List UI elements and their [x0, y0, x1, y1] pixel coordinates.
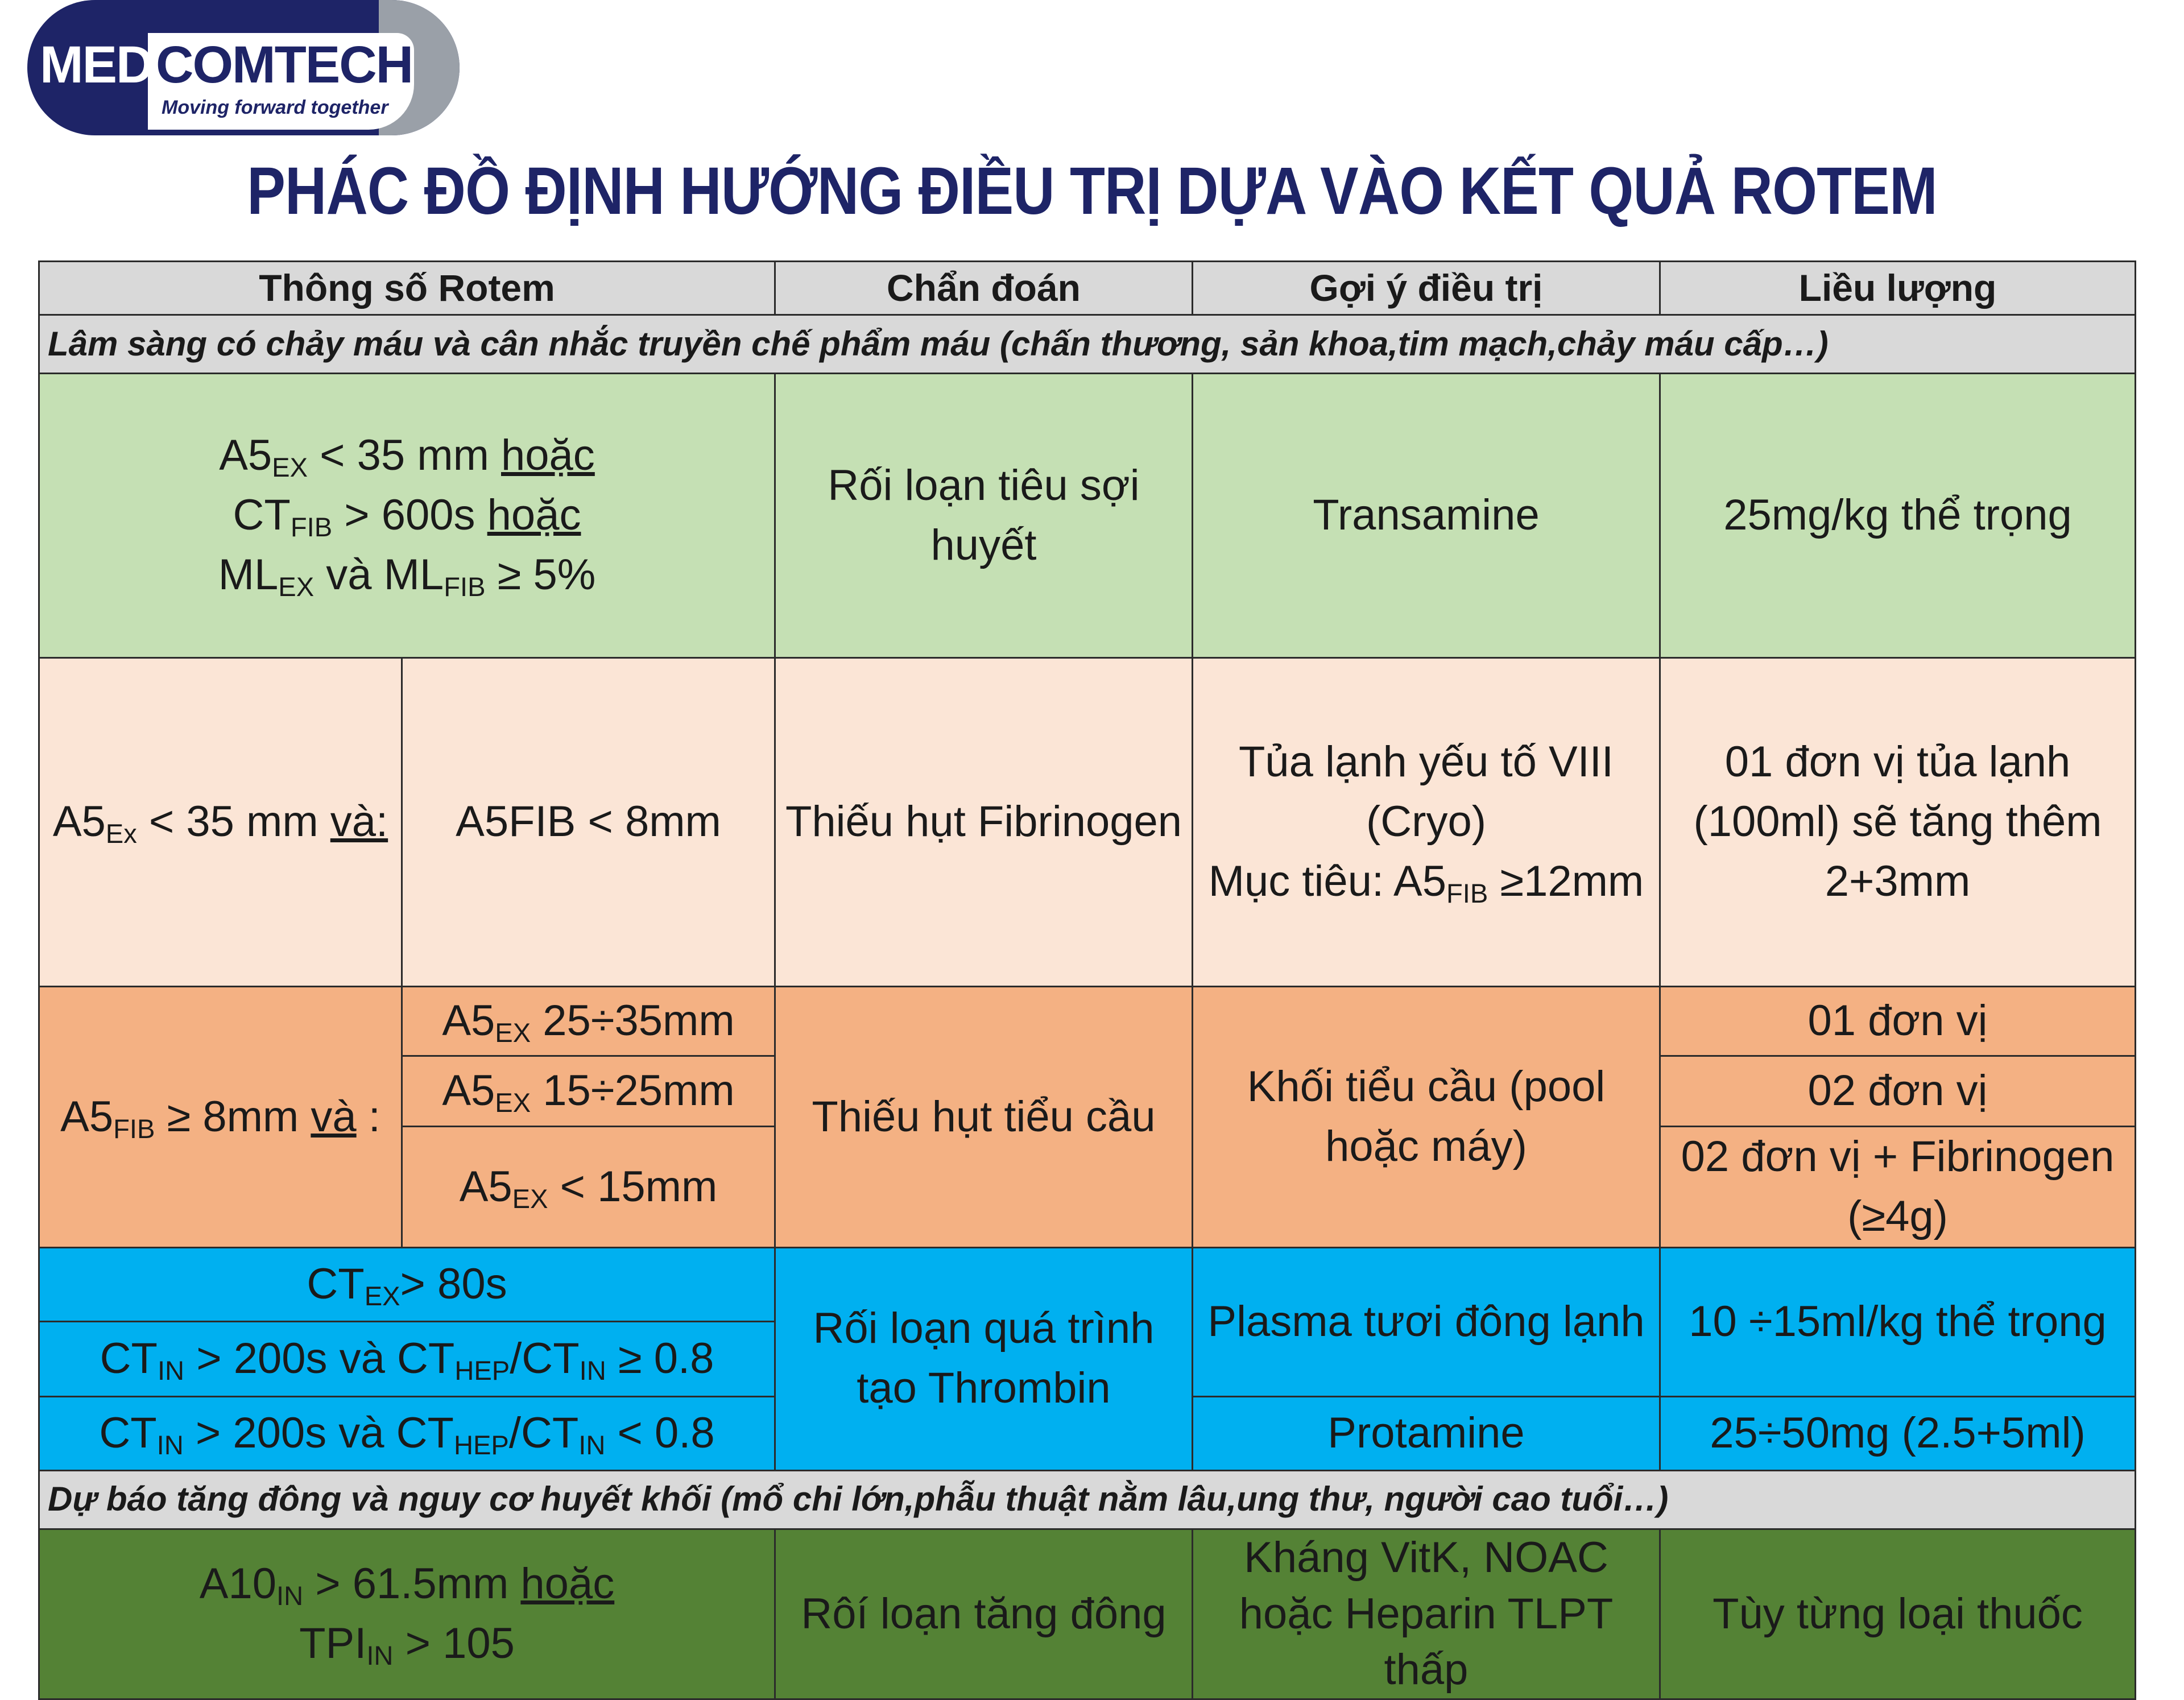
row-hypercoagulation: [39, 1529, 2136, 1699]
fibrinolysis-treatment: Transamine: [1193, 374, 1660, 658]
section-thrombosis-text: Dự báo tăng đông và nguy cơ huyết khối (mổ chi lớn,phẫu thuật nằm lâu,ung thư, người cao tuổi…): [39, 1470, 2136, 1529]
platelet-dose-1: 01 đơn vị: [1660, 987, 2136, 1056]
row-fibrinogen: [39, 658, 2136, 987]
hyper-param-1: $A10_{IN} > 61.5mm$ hoặc: [199, 1560, 615, 1611]
page-title: PHÁC ĐỒ ĐỊNH HƯỚNG ĐIỀU TRỊ DỰA VÀO KẾT QUẢ ROTEM: [247, 154, 1937, 229]
fibrinogen-dose: 01 đơn vị tủa lạnh (100ml) sẽ tăng thêm 2+3mm: [1660, 658, 2136, 987]
header-diagnosis: Chẩn đoán: [775, 262, 1193, 315]
thrombin-treatment-plasma: Plasma tươi đông lạnh: [1193, 1247, 1660, 1396]
thrombin-param-3: $CT_{IN} > 200s$ và $CT_{HEP}/CT_{IN} < 0.8$: [39, 1396, 775, 1470]
thrombin-dose-protamine: 25÷50mg (2.5+5ml): [1660, 1396, 2136, 1470]
fibrinolysis-diagnosis: Rối loạn tiêu sợi huyết: [775, 374, 1193, 658]
hyper-params: [39, 1529, 775, 1699]
header-dose: Liều lượng: [1660, 262, 2136, 315]
fibrinolysis-param-3: $ML_{EX}$ và $ML_{FIB} \ge 5\%$: [218, 551, 596, 602]
fibrinogen-treatment: [1193, 658, 1660, 987]
row-platelet-1: [39, 987, 2136, 1056]
platelet-param-3: $A5_{EX} < 15mm$: [402, 1127, 775, 1248]
section-bleeding-row: [39, 315, 2136, 374]
logo-tagline: Moving forward together: [162, 97, 388, 118]
fibrinolysis-param-1: $A5_{EX} < 35$ mm hoặc: [219, 431, 595, 483]
row-thrombin-1: [39, 1247, 2136, 1321]
platelet-param-1: $A5_{EX}$ 25÷35mm: [402, 987, 775, 1056]
platelet-param-2: $A5_{EX}$ 15÷25mm: [402, 1056, 775, 1127]
thrombin-treatment-protamine: Protamine: [1193, 1396, 1660, 1470]
platelet-treatment: Khối tiểu cầu (pool hoặc máy): [1193, 987, 1660, 1248]
hyper-diagnosis: Rôí loạn tăng đông: [775, 1529, 1193, 1699]
fibrinolysis-param-2: $CT_{FIB} > 600s$ hoặc: [233, 491, 581, 542]
thrombin-diagnosis: Rối loạn quá trình tạo Thrombin: [775, 1247, 1193, 1470]
fibrinogen-param: A5FIB < 8mm: [402, 658, 775, 987]
platelet-diagnosis: Thiếu hụt tiểu cầu: [775, 987, 1193, 1248]
fibrinolysis-dose: 25mg/kg thể trọng: [1660, 374, 2136, 658]
hyper-param-2: $TPI_{IN} > 105$: [299, 1619, 515, 1670]
section-thrombosis-row: [39, 1470, 2136, 1529]
logo-text-med: MED: [40, 36, 153, 94]
fibrinogen-treatment-target: Mục tiêu: $A5_{FIB} \ge 12mm$: [1208, 857, 1644, 908]
fibrinogen-treatment-line1: Tủa lạnh yếu tố VIII (Cryo): [1238, 738, 1614, 846]
platelet-dose-2: 02 đơn vị: [1660, 1056, 2136, 1127]
platelet-condition: $A5_{FIB} \ge 8mm$ và :: [39, 987, 402, 1248]
hyper-treatment: Kháng VitK, NOAC hoặc Heparin TLPT thấp: [1193, 1529, 1660, 1699]
thrombin-dose-plasma: 10 ÷15ml/kg thể trọng: [1660, 1247, 2136, 1396]
medcomtech-logo: [27, 0, 460, 137]
thrombin-param-2: $CT_{IN} > 200s$ và $CT_{HEP}/CT_{IN} \ge 0.8$: [39, 1321, 775, 1396]
fibrinogen-condition: $A5_{Ex} < 35$ mm và:: [39, 658, 402, 987]
fibrinogen-diagnosis: Thiếu hụt Fibrinogen: [775, 658, 1193, 987]
header-rotem-params: Thông số Rotem: [39, 262, 775, 315]
row-fibrinolysis: [39, 374, 2136, 658]
rotem-protocol-table: [38, 260, 2136, 1700]
fibrinolysis-params: [39, 374, 775, 658]
hyper-dose: Tùy từng loại thuốc: [1660, 1529, 2136, 1699]
table-header-row: [39, 262, 2136, 315]
section-bleeding-text: Lâm sàng có chảy máu và cân nhắc truyền chế phẩm máu (chấn thương, sản khoa,tim mạch,chảy máu cấp…): [39, 315, 2136, 374]
platelet-dose-3: 02 đơn vị + Fibrinogen (≥4g): [1660, 1127, 2136, 1248]
thrombin-param-1: $CT_{EX}> 80s$: [39, 1247, 775, 1321]
logo-text-comtech: COMTECH: [156, 36, 413, 94]
header-treatment: Gợi ý điều trị: [1193, 262, 1660, 315]
